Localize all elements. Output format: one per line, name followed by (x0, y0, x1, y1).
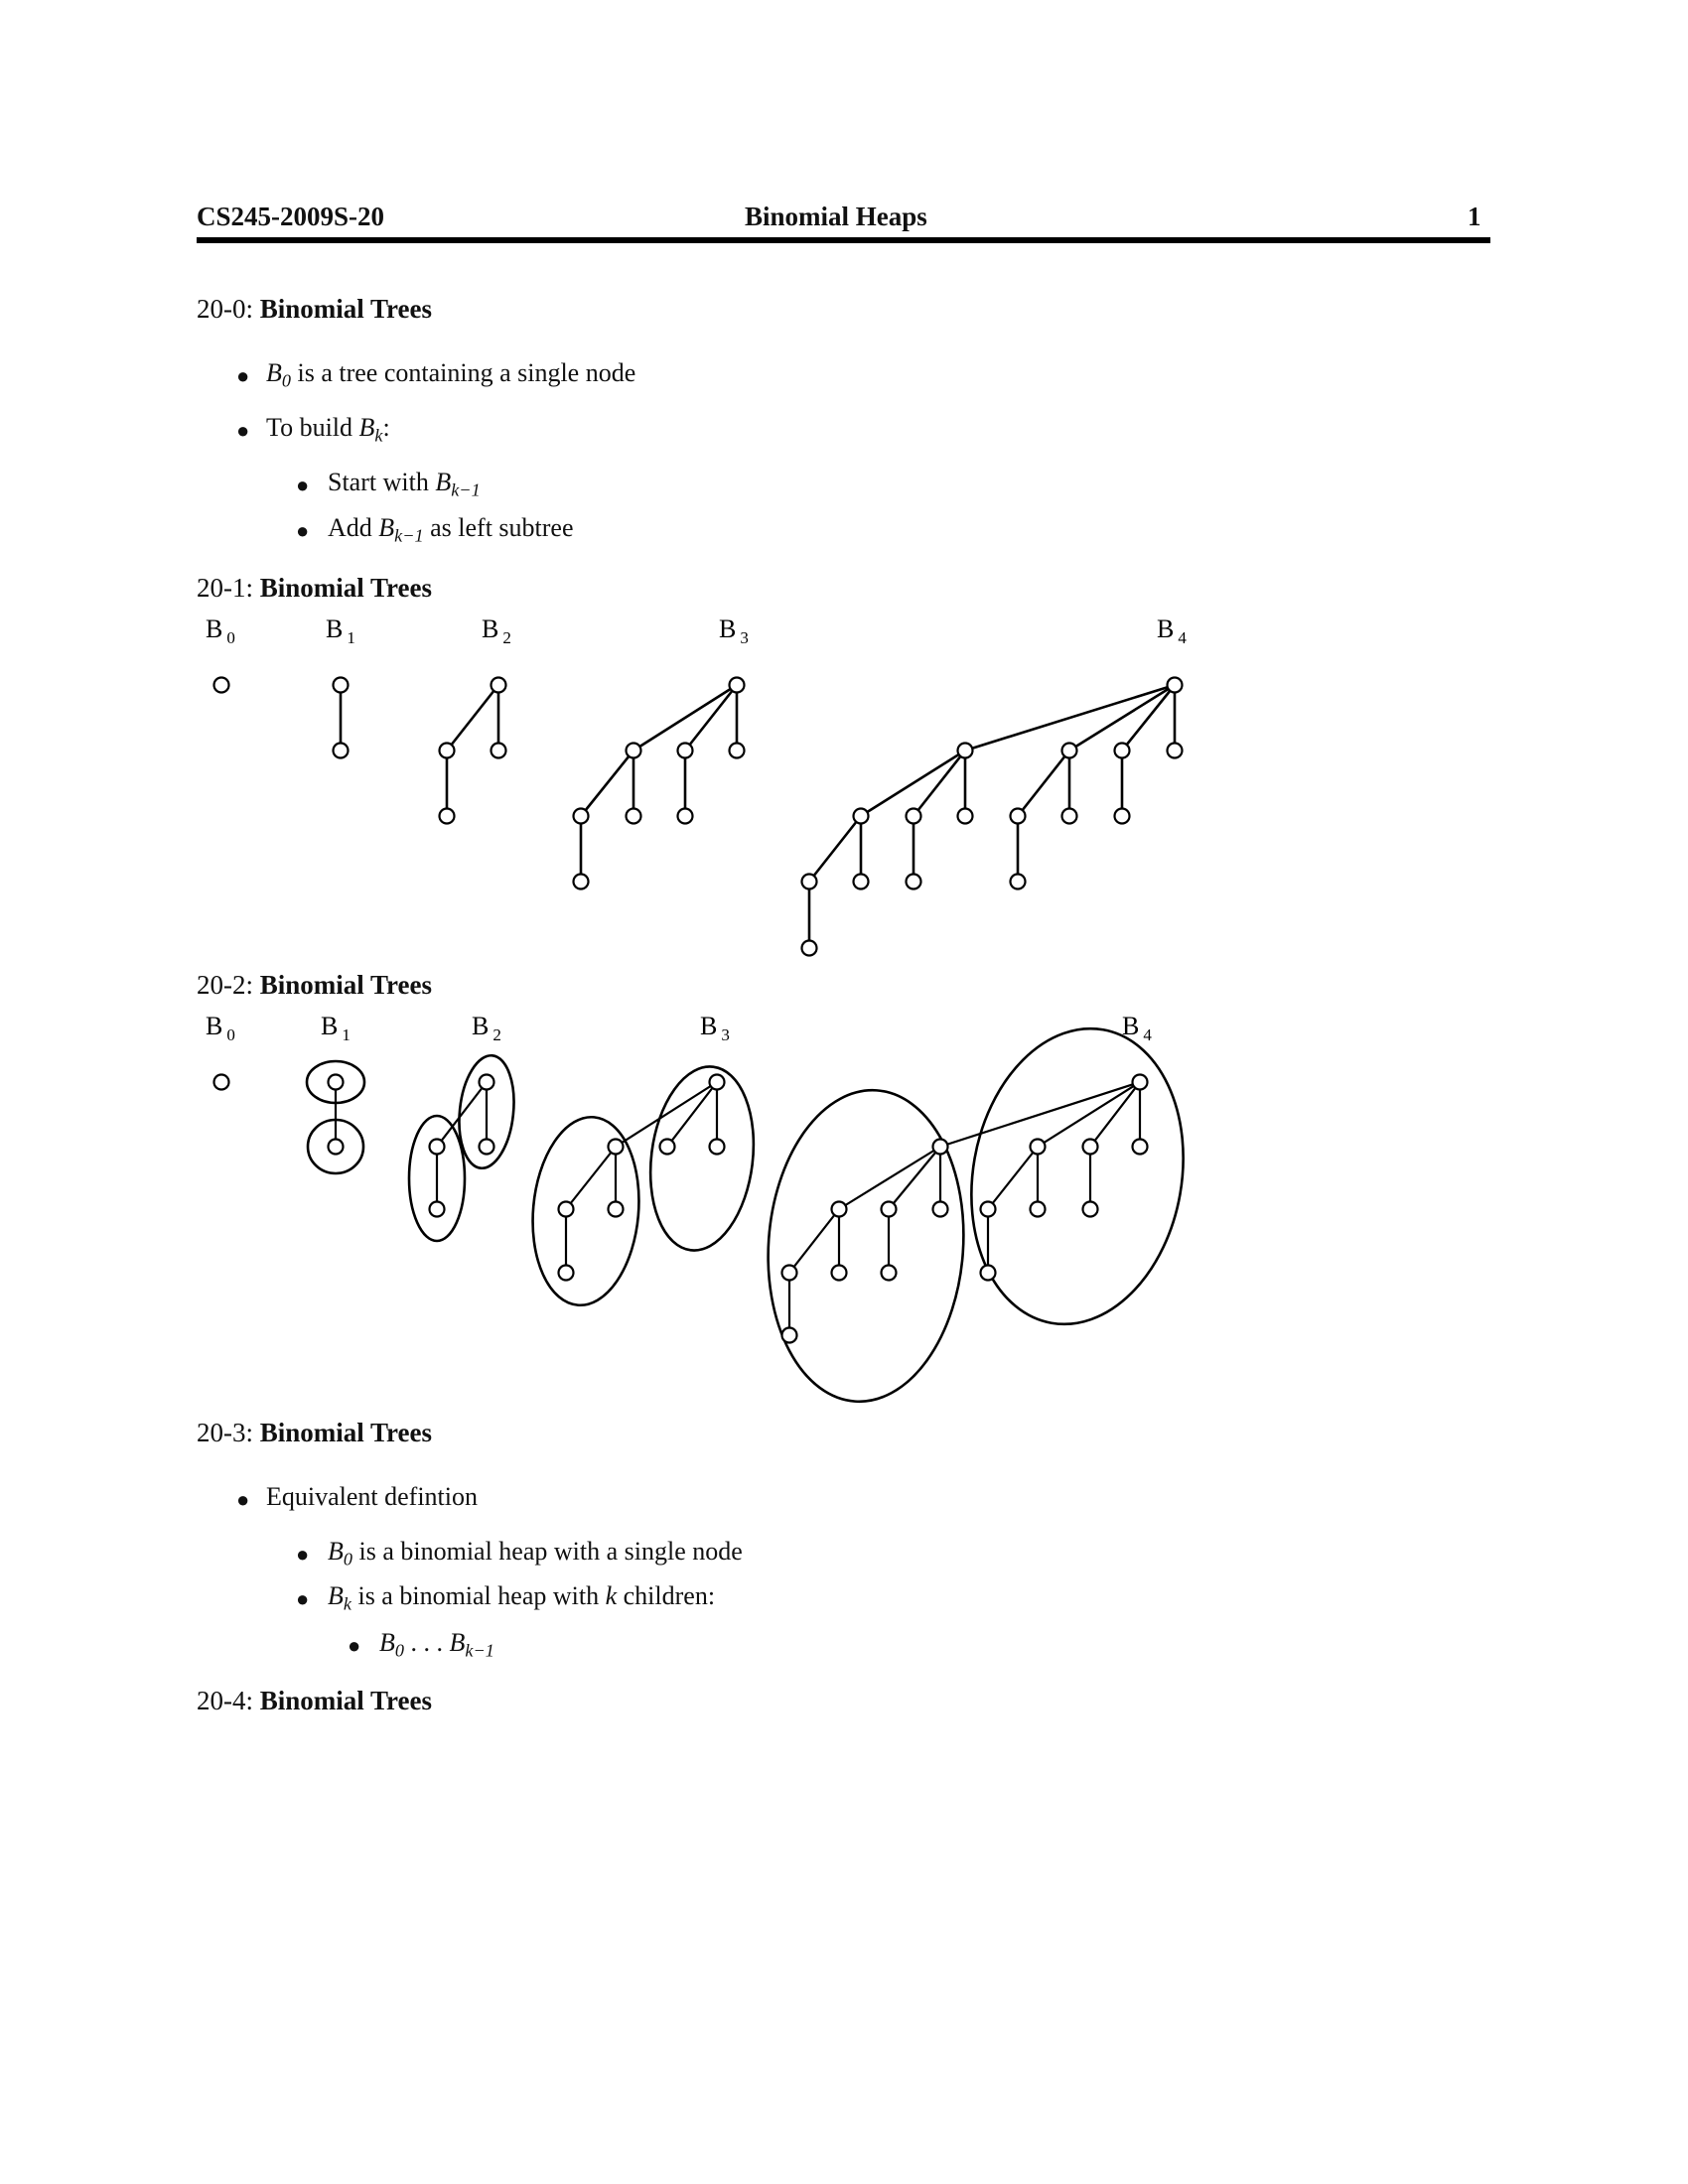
bullet-prefix: To build (266, 413, 359, 442)
tree-edge (1090, 1082, 1140, 1147)
subtree-outline (758, 1084, 973, 1409)
math-subscript: 0 (394, 1640, 404, 1661)
tree-edge (861, 751, 965, 816)
tree-label-b1: B $_1$ (326, 614, 355, 647)
tree-node (1031, 1202, 1046, 1217)
tree-node (933, 1202, 948, 1217)
bullet-text: is a tree containing a single node (290, 358, 636, 387)
math-subscript: k−1 (451, 479, 481, 500)
slide-number: 20-0: (197, 294, 253, 324)
bullet-icon: ● (296, 1586, 310, 1611)
tree-node (1168, 678, 1183, 693)
bullet-icon: ● (236, 418, 250, 443)
tree-node (958, 744, 973, 758)
tree-node (854, 809, 869, 824)
tree-label-b0: B $_0$ (206, 614, 235, 647)
subtree-outline (949, 1012, 1206, 1341)
tree-node (730, 678, 745, 693)
binomial-trees-decomposition-figure (0, 998, 1688, 1415)
tree-label-b1: B $_1$ (321, 1012, 351, 1044)
math-var: B (266, 358, 282, 387)
slide-number: 20-1: (197, 573, 253, 603)
tree-node (430, 1202, 445, 1217)
tree-node (782, 1328, 797, 1343)
slide-number: 20-2: (197, 970, 253, 1000)
tree-node (981, 1266, 996, 1281)
sub-bullet-bk-definition (328, 1581, 715, 1614)
tree-node (492, 744, 506, 758)
tree-label-b3: B $_3$ (700, 1012, 730, 1044)
tree-diagram (214, 1075, 1148, 1343)
tree-edge (685, 685, 737, 751)
math-subscript: k−1 (465, 1640, 494, 1661)
bullet-prefix: Add (328, 513, 379, 542)
tree-node (609, 1202, 624, 1217)
tree-edge (965, 685, 1175, 751)
tree-node (430, 1140, 445, 1155)
tree-node (710, 1075, 725, 1090)
tree-edge (566, 1147, 616, 1209)
bullet-to-build (266, 413, 390, 446)
tree-edge (616, 1082, 717, 1147)
tree-label-b2: B $_2$ (472, 1012, 501, 1044)
tree-node (933, 1140, 948, 1155)
tree-node (1133, 1075, 1148, 1090)
tree-edge (839, 1147, 940, 1209)
bullet-prefix: Start with (328, 468, 436, 496)
tree-node (627, 809, 641, 824)
tree-node (574, 809, 589, 824)
math-var: B (378, 513, 395, 542)
tree-edge (667, 1082, 717, 1147)
tree-node (981, 1202, 996, 1217)
tree-node (802, 875, 817, 889)
slide-20-3-heading (197, 1418, 432, 1448)
tree-node (710, 1140, 725, 1155)
tree-node (802, 941, 817, 956)
tree-node (329, 1075, 344, 1090)
binomial-trees-figure (0, 596, 1688, 973)
tree-edge (1018, 751, 1069, 816)
tree-node (574, 875, 589, 889)
tree-edge (889, 1147, 940, 1209)
tree-node (907, 875, 921, 889)
tree-node (329, 1140, 344, 1155)
math-var: B (358, 413, 375, 442)
tree-node (730, 744, 745, 758)
tree-node (882, 1266, 897, 1281)
tree-edge (1038, 1082, 1140, 1147)
math-var: B (435, 468, 452, 496)
tree-node (1115, 744, 1130, 758)
tree-node (627, 744, 641, 758)
math-var: B (328, 1581, 344, 1610)
tree-edge (809, 816, 861, 882)
math-subscript: k (374, 425, 383, 446)
tree-labels (206, 614, 1187, 647)
math-subscript: k−1 (394, 525, 424, 546)
tree-node (1115, 809, 1130, 824)
tree-node (1062, 809, 1077, 824)
slide-20-0-heading (197, 294, 432, 325)
course-code: CS245-2009S-20 (197, 202, 385, 231)
tree-edge (1069, 685, 1175, 751)
math-subscript: 0 (281, 370, 291, 391)
page-title: Binomial Heaps (745, 202, 927, 231)
sub-bullet-start-with (328, 468, 481, 500)
tree-label-b2: B $_2$ (482, 614, 511, 647)
tree-node (440, 744, 455, 758)
slide-20-4-heading (197, 1686, 432, 1716)
tree-edge (914, 751, 965, 816)
sub-sub-bullet-children-range (379, 1628, 494, 1661)
bullet-icon: ● (296, 1542, 310, 1567)
tree-node (1168, 744, 1183, 758)
sub-bullet-add-left-subtree (328, 513, 574, 546)
tree-label-b4: B $_4$ (1122, 1012, 1152, 1044)
slide-title: Binomial Trees (259, 1686, 433, 1715)
page-number: 1 (1468, 202, 1481, 231)
bullet-text: is a binomial heap with a single node (352, 1537, 743, 1566)
slide-number: 20-3: (197, 1418, 253, 1447)
tree-node (559, 1266, 574, 1281)
tree-node (678, 809, 693, 824)
header-rule (197, 237, 1490, 243)
tree-edge (789, 1209, 839, 1273)
tree-label-b4: B $_4$ (1157, 614, 1187, 647)
tree-node (214, 678, 229, 693)
tree-diagram (214, 678, 1183, 956)
tree-node (1011, 809, 1026, 824)
slide-title: Binomial Trees (259, 294, 433, 324)
tree-node (1062, 744, 1077, 758)
tree-node (440, 809, 455, 824)
bullet-text: : (382, 413, 390, 442)
math-var: B (379, 1628, 395, 1657)
ellipsis: . . . (403, 1628, 450, 1657)
tree-node (782, 1266, 797, 1281)
tree-node (492, 678, 506, 693)
tree-labels (206, 1012, 1152, 1044)
bullet-text: is a binomial heap with (351, 1581, 606, 1610)
tree-node (1083, 1202, 1098, 1217)
tree-node (214, 1075, 229, 1090)
tree-label-b0: B $_0$ (206, 1012, 235, 1044)
tree-node (882, 1202, 897, 1217)
tree-edge (633, 685, 737, 751)
slide-title: Binomial Trees (259, 1418, 433, 1447)
tree-node (480, 1075, 494, 1090)
bullet-icon: ● (236, 363, 250, 388)
math-subscript: k (343, 1593, 352, 1614)
subtree-outline (525, 1113, 646, 1310)
tree-edge (940, 1082, 1140, 1147)
tree-node (334, 678, 349, 693)
bullet-equivalent-definition: Equivalent defintion (266, 1482, 479, 1511)
math-var: k (605, 1581, 618, 1610)
tree-edge (447, 685, 498, 751)
tree-edge (988, 1147, 1038, 1209)
slide-title: Binomial Trees (259, 573, 433, 603)
bullet-icon: ● (296, 518, 310, 543)
tree-node (1031, 1140, 1046, 1155)
bullet-icon: ● (236, 1487, 250, 1512)
math-var: B (449, 1628, 466, 1657)
slide-20-2-heading (197, 970, 432, 1001)
tree-edge (1122, 685, 1175, 751)
slide-title: Binomial Trees (259, 970, 433, 1000)
subtree-outline (640, 1060, 764, 1256)
tree-node (609, 1140, 624, 1155)
tree-node (854, 875, 869, 889)
tree-node (907, 809, 921, 824)
math-subscript: 0 (343, 1549, 352, 1570)
tree-node (660, 1140, 675, 1155)
bullet-text: children: (617, 1581, 716, 1610)
math-var: B (328, 1537, 344, 1566)
bullet-b0-single-node (266, 358, 635, 391)
tree-node (559, 1202, 574, 1217)
tree-node (334, 744, 349, 758)
tree-node (678, 744, 693, 758)
tree-node (832, 1202, 847, 1217)
tree-node (1133, 1140, 1148, 1155)
bullet-text: as left subtree (423, 513, 574, 542)
tree-node (1083, 1140, 1098, 1155)
slide-number: 20-4: (197, 1686, 253, 1715)
tree-label-b3: B $_3$ (719, 614, 749, 647)
sub-bullet-b0-definition (328, 1537, 743, 1570)
tree-node (958, 809, 973, 824)
bullet-icon: ● (348, 1633, 361, 1658)
tree-node (1011, 875, 1026, 889)
bullet-icon: ● (296, 473, 310, 497)
tree-edge (581, 751, 633, 816)
tree-node (832, 1266, 847, 1281)
tree-node (480, 1140, 494, 1155)
